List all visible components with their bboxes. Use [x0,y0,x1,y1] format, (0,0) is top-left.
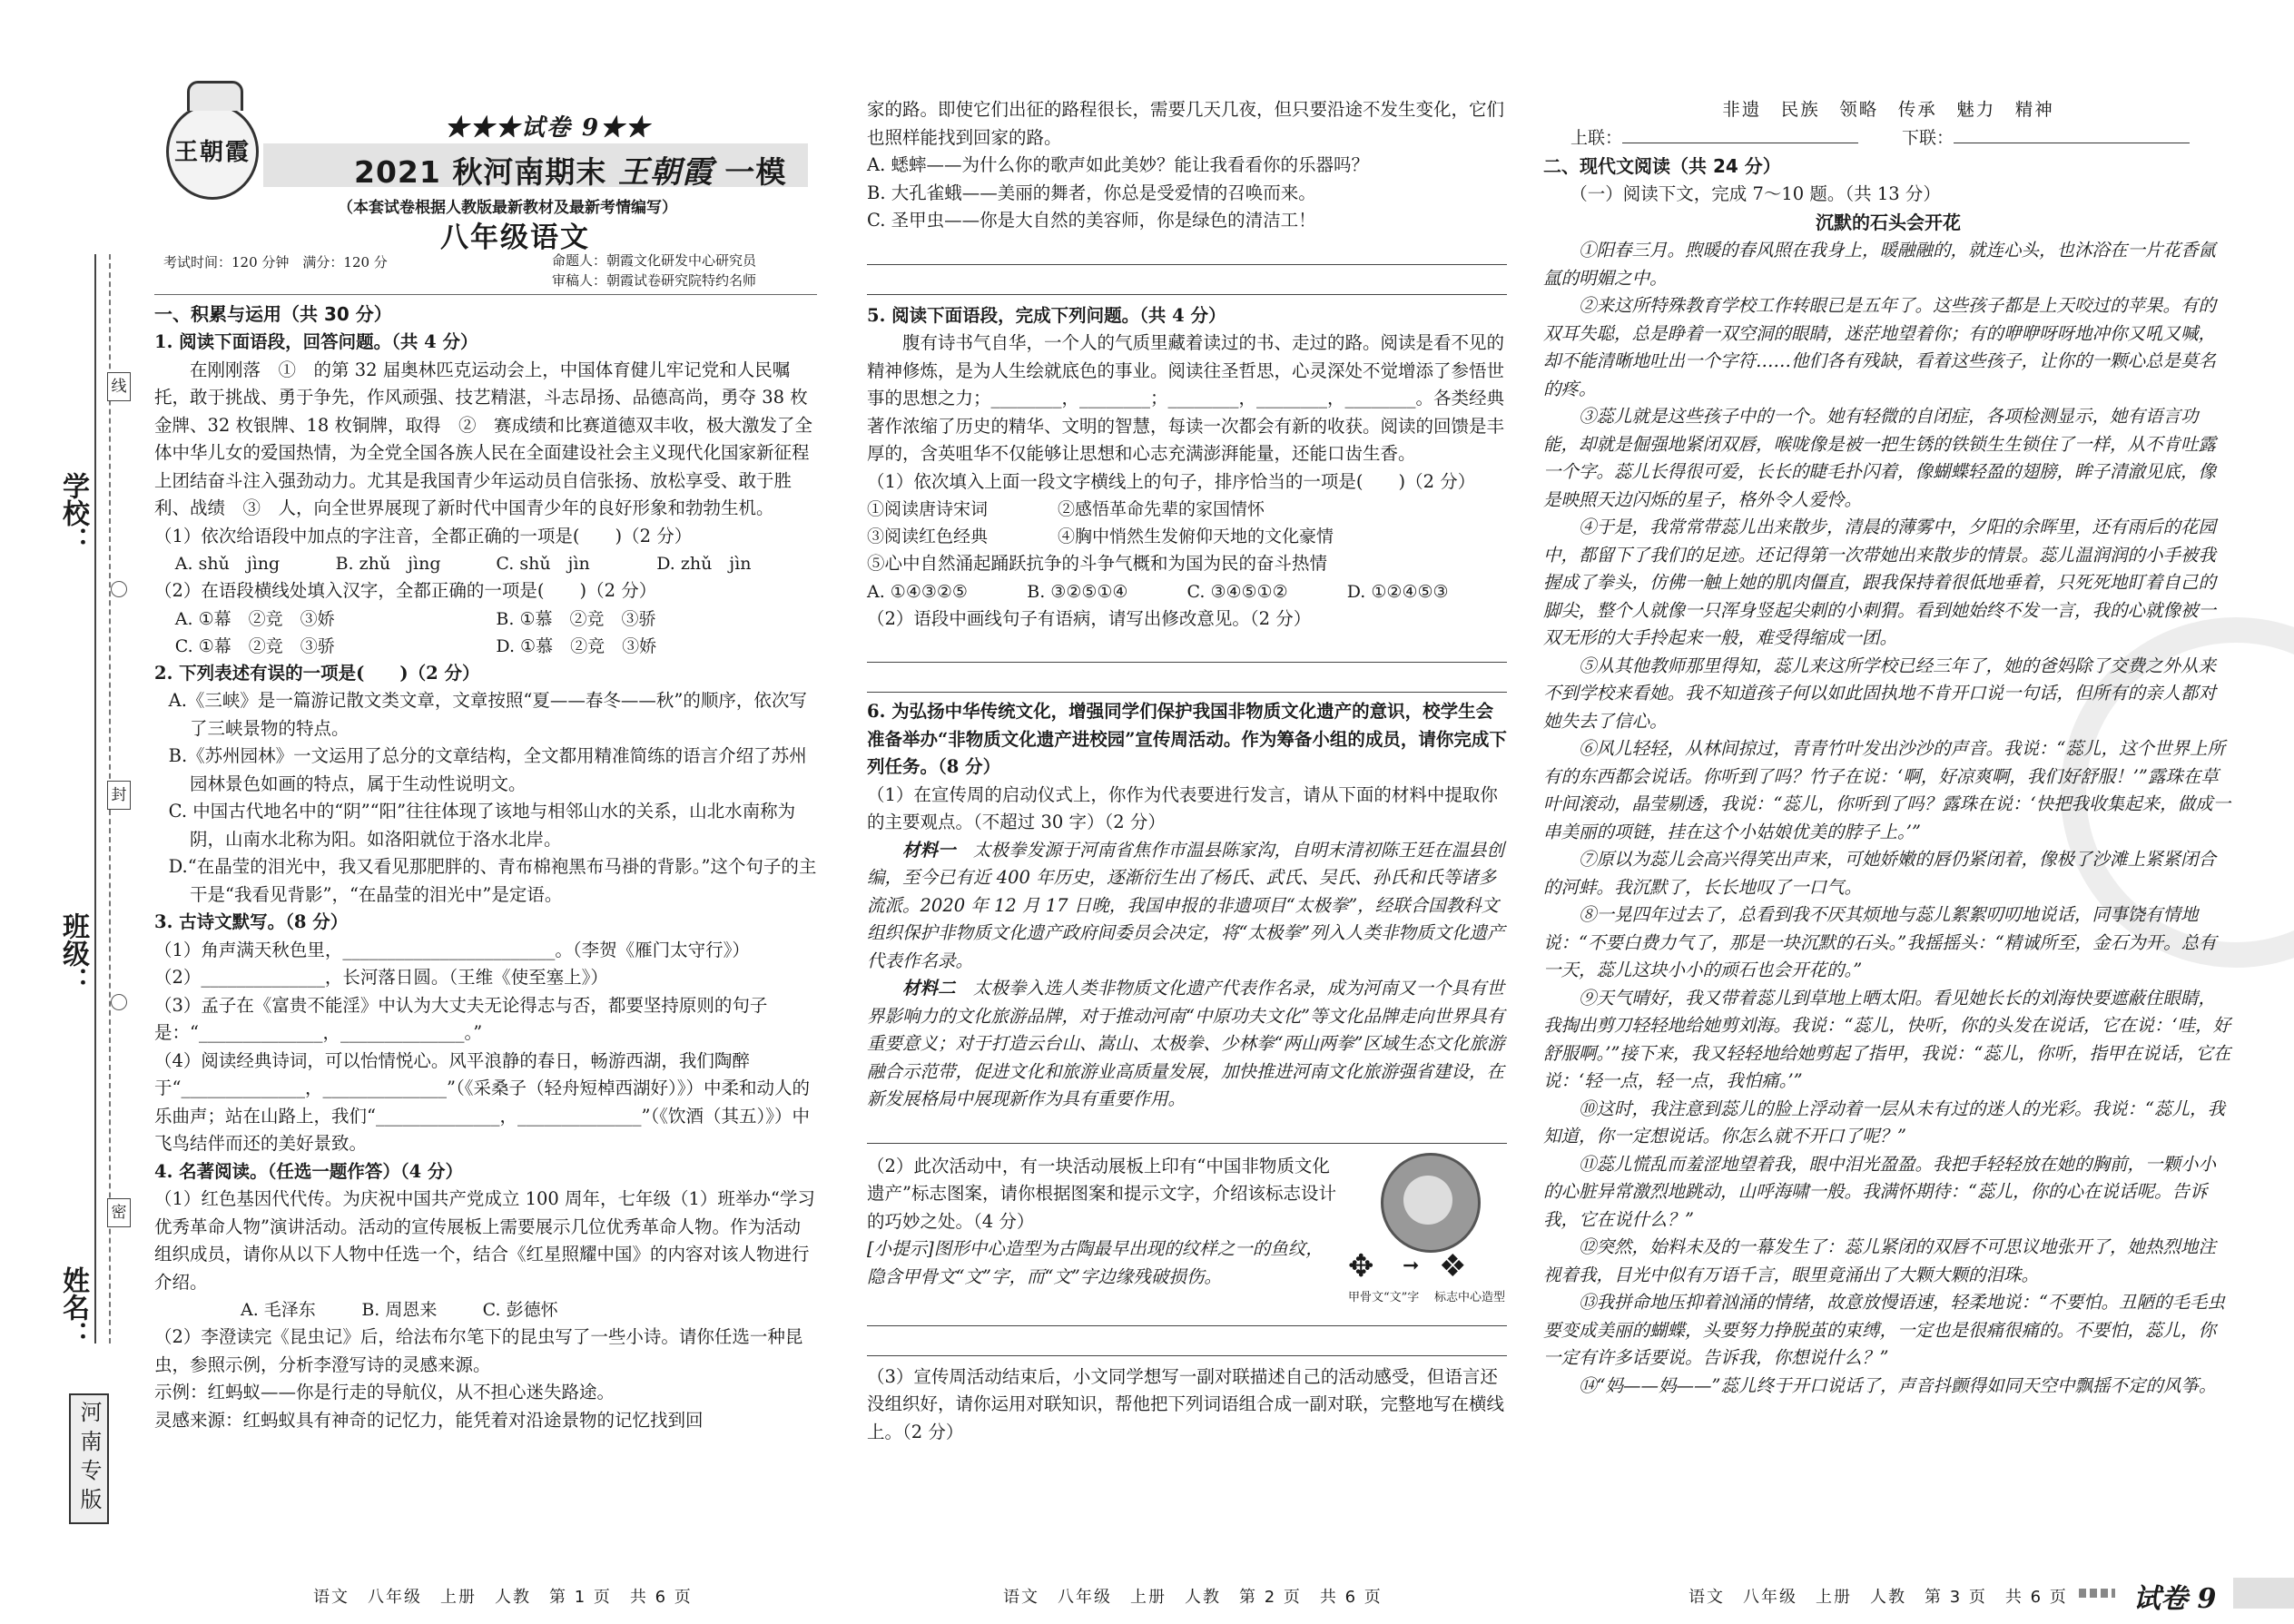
part-1-head: （一）阅读下文，完成 7～10 题。（共 13 分） [1570,182,1941,204]
option[interactable]: A. shǔ jìng [174,554,281,574]
q4-example-source: 灵感来源：红蚂蚁具有神奇的记忆力，能凭着对沿途景物的记忆找到回 [154,1409,704,1431]
essay-paragraph: ⑦原以为蕊儿会高兴得笑出声来，可她娇嫩的唇仍紧闭着，像极了沙滩上紧紧闭合的河蚌。我沉默了，长长地叹了一口气。 [1543,849,2217,898]
material-1: 材料一 太极拳发源于河南省焦作市温县陈家沟，自明末清初陈王廷在温县创编，至今已有近 400 年历史，逐渐衍生出了杨氏、武氏、吴氏、孙氏和氏等诸多流派。2020 年 12 月 17 日晚，我国申报的非遗项目“太极拳”，经联合国教科文组织保护非物质文化遗产政府间委员会决定，将“太极拳”列入人类非物质文化遗产代表作名录。 [867,839,1505,971]
school-label: 学校： [57,472,89,554]
option[interactable]: B. ③②⑤①④ [1027,581,1128,602]
option[interactable]: A. ①④③②⑤ [867,581,968,602]
essay-paragraph: ④于是，我常常带蕊儿出来散步，清晨的薄雾中，夕阳的余晖里，还有雨后的花园中，都留下了我们的足迹。还记得第一次带她出来散步的情景。蕊儿温润润的小手被我握成了拳头，仿佛一触上她的肌肉僵直，跟我保持着很低地垂着，只死死地盯着自己的脚尖，整个人就像一只浑身竖起尖刺的小刺猬。看到她始终不发一言，我的心就像被一双无形的大手拎起来一般，难受得缩成一团。 [1543,517,2217,648]
q6-1: （1）在宣传周的启动仪式上，你作为代表要进行发言，请从下面的材料中提取你的主要观点。（不超过 30 字）（2 分） [867,783,1498,832]
q1-2-options-b [154,633,817,660]
binding-sidebar [0,0,127,1624]
main-title: 2021 秋河南期末 王朝霞 一模 [354,154,787,191]
answer-line[interactable] [867,668,1507,693]
q6-2: （2）此次活动中，有一块活动展板上印有“中国非物质文化遗产”标志图案，请你根据图案和提示文字，介绍该标志设计的巧妙之处。（4 分） [867,1155,1336,1232]
option[interactable]: C. 彭德怀 [482,1300,558,1320]
essay-paragraph: ①阳春三月。煦暖的春风照在我身上，暖融融的，就连心头，也沐浴在一片花香氤氲的明媚之中。 [1543,240,2217,289]
ich-emblem-icon [1381,1153,1481,1253]
binding-hole [111,994,127,1010]
option[interactable]: C. ③④⑤①② [1186,581,1288,602]
essay-paragraph: ⑤从其他教师那里得知，蕊儿来这所学校已经三年了，她的爸妈除了交费之外从来不到学校来看她。我不知道孩子何以如此固执地不肯开口说一句话，但所有的亲人都对她失去了信心。 [1543,655,2217,732]
essay-paragraph: ②来这所特殊教育学校工作转眼已是五年了。这些孩子都是上天咬过的苹果。有的双耳失聪，总是睁着一双空洞的眼睛，迷茫地望着你；有的咿咿呀呀地冲你又吼又喊，却不能清晰地吐出一个字符……他们各有残缺，看着这些孩子，让你的一颗心总是莫名的疼。 [1543,295,2217,399]
arrow-right-icon: ➞ [1403,1254,1420,1277]
q2-option-c[interactable]: C. 中国古代地名中的“阴”“阳”往往体现了该地与相邻山水的关系，山北水南称为阴，山南水北称为阳。如洛阳就位于洛水北岸。 [168,801,796,850]
q4-continued: 家的路。即使它们出征的路程很长，需要几天几夜，但只要沿途不发生变化，它们也照样能找到回家的路。 [867,99,1505,148]
glyph-caption-left: 甲骨文“文”字 [1348,1290,1420,1304]
test-tag-bottom: 试卷 9 [2133,1583,2217,1615]
q5-head: 5. 阅读下面语段，完成下列问题。（共 4 分） [867,304,1226,326]
q3-head: 3. 古诗文默写。（8 分） [154,911,349,932]
option[interactable]: C. ①幕 ②竞 ③骄 [174,635,335,656]
option[interactable]: C. shǔ jìn [496,554,590,574]
q4-1: （1）红色基因代代传。为庆祝中国共产党成立 100 周年，七年级（1）班举办“学习优秀革命人物”演讲活动。活动的宣传展板上需要展示几位优秀革命人物。作为活动组织成员，请你从以下人物中任选一个，结合《红星照耀中国》的内容对该人物进行介绍。 [154,1188,815,1293]
binding-hole [111,581,127,597]
q5-1-items-b: ③阅读红色经典 ④胸中悄然生发俯仰天地的文化豪情 [867,527,1334,546]
q3-line-2[interactable]: （2）______________，长河落日圆。（王维《使至塞上》） [154,967,608,988]
essay-paragraph: ③蕊儿就是这些孩子中的一个。她有轻微的自闭症，各项检测显示，她有语言功能，却就是倔强地紧闭双唇，喉咙像是被一把生锈的铁锁生生锁住了一样，从不肯吐露一个字。蕊儿长得很可爱，长长的睫毛扑闪着，像蝴蝶轻盈的翅膀，眸子清澈见底，像是映照天边闪烁的星子，格外令人爱怜。 [1543,406,2217,510]
oracle-wen-glyph-icon: ✥ [1348,1247,1374,1284]
q1-1-options [154,550,817,577]
q2-head: 2. 下列表述有误的一项是( )（2 分） [154,662,480,684]
q4-head: 4. 名著阅读。（任选一题作答）（4 分） [154,1160,464,1182]
subject-title: 八年级语文 [440,221,590,254]
answer-line[interactable] [867,1119,1507,1144]
essay-paragraph: ⑭“妈——妈——”蕊儿终于开口说话了，声音抖颤得如同天空中飘摇不定的风筝。 [1579,1374,2217,1396]
q4-example: 示例：红蚂蚁——你是行走的导航仪，从不担心迷失路途。 [154,1382,615,1403]
essay-body [1543,237,2233,1400]
essay-title: 沉默的石头会开花 [1816,212,1961,233]
corner-tab [2233,1578,2294,1609]
page-footer-3: 语文 八年级 上册 人教 第 3 页 共 6 页 [1689,1588,2068,1607]
option[interactable]: D. ①慕 ②竞 ③娇 [496,635,657,656]
q5-passage: 腹有诗书气自华，一个人的气质里藏着读过的书、走过的路。阅读是看不见的精神修炼，是为人生绘就底色的事业。阅读往圣哲思，心灵深处不觉增添了参悟世事的思想之力；________，________；________，________，________。各类经典著作浓缩了历史的精华、文明的智慧，每读一次都会有新的收获。阅读的回馈是丰厚的，含英咀华不仅能够让思想和心志充满澎湃能量，还能口齿生香。 [867,332,1505,464]
option[interactable]: A. 毛泽东 [241,1300,316,1320]
q4-2: （2）李澄读完《昆虫记》后，给法布尔笔下的昆虫写了一些小诗。请你任选一种昆虫，参照示例，分析李澄写诗的灵感来源。 [154,1326,803,1375]
seal-feng: 封 [107,781,131,810]
essay-paragraph: ⑪蕊儿慌乱而羞涩地望着我，眼中泪光盈盈。我把手轻轻放在她的胸前，一颗小小的心脏异常激烈地跳动，山呼海啸一般。我满怀期待：“蕊儿，你的心在说话呢。告诉我，它在说什么？” [1543,1153,2217,1230]
column-2 [867,0,1507,1624]
q4-option-a: A. 蟋蟀——为什么你的歌声如此美妙？能让我看看你的乐器吗？ [867,154,1369,175]
name-field[interactable] [53,1266,93,1348]
q6-3: （3）宣传周活动结束后，小文同学想写一副对联描述自己的活动感受，但语言还没组织好，请你运用对联知识，帮他把下列词语组合成一副对联，完整地写在横线上。（2 分） [867,1365,1505,1442]
emblem-center-glyph-icon: ❖ [1439,1247,1467,1284]
essay-paragraph: ⑬我拼命地压抑着汹涌的情绪，故意放慢语速，轻柔地说：“不要怕。丑陋的毛毛虫要变成美丽的蝴蝶，头要努力挣脱茧的束缚，一定也是很痛很痛的。不要怕，蕊儿，你一定有许多话要说。告诉我，你想说什么？” [1543,1292,2225,1368]
column-1 [154,0,817,1624]
essay-paragraph: ⑥风儿轻轻，从林间掠过，青青竹叶发出沙沙的声音。我说：“蕊儿，这个世界上所有的东西都会说话。你听到了吗？竹子在说：‘啊，好凉爽啊，我们好舒服！’”露珠在草叶间滚动，晶莹剔透，我说：“蕊儿，你听到了吗？露珠在说：‘快把我收集起来，做成一串美丽的项链，挂在这个小姑娘优美的脖子上。’” [1543,738,2231,842]
class-label: 班级： [57,912,89,994]
essay-paragraph: ⑨天气晴好，我又带着蕊儿到草地上晒太阳。看见她长长的刘海快要遮蔽住眼睛，我掏出剪刀轻轻地给她剪刘海。我说：“蕊儿，快听，你的头发在说话，它在说：‘哇，好舒服啊。’”接下来，我又轻轻地给她剪起了指甲，我说：“蕊儿，你听，指甲在说话，它在说：‘轻一点，轻一点，我怕痛。’” [1543,987,2231,1091]
test-tag: ★★★试卷 9★★ [445,114,652,142]
ich-logo [1348,1153,1507,1304]
q5-1: （1）依次填入上面一段文字横线上的句子，排序恰当的一项是( )（2 分） [867,470,1476,492]
answer-line[interactable] [867,638,1507,663]
name-label: 姓名： [57,1266,89,1348]
decorative-dashes [2079,1589,2115,1598]
q3-line-3[interactable]: （3）孟子在《富贵不能淫》中认为大丈夫无论得志与否，都要坚持原则的句子是：“______________，______________。” [154,994,768,1043]
q4-1-options [154,1296,604,1324]
setter: 命题人：朝霞文化研发中心研究员 [552,252,757,269]
option[interactable]: B. ①慕 ②竞 ③骄 [496,608,656,629]
couplet-lines [1543,124,2233,152]
page-footer-2: 语文 八年级 上册 人教 第 2 页 共 6 页 [1003,1588,1383,1607]
page-footer-1: 语文 八年级 上册 人教 第 1 页 共 6 页 [313,1588,693,1607]
q1-head: 1. 阅读下面语段，回答问题。（共 4 分） [154,331,478,352]
q6-2-block [867,1153,1507,1304]
essay-paragraph: ⑫突然，始料未及的一幕发生了：蕊儿紧闭的双唇不可思议地张开了，她热烈地注视着我，目光中似有万语千言，眼里竟涌出了大颗大颗的泪珠。 [1543,1236,2217,1285]
logo-text: 王朝霞 [173,139,251,166]
couplet-words: 非遗 民族 领略 传承 魅力 精神 [1722,99,2054,120]
option[interactable]: B. 周恩来 [361,1300,438,1320]
province-tag: 河南专版 [69,1393,109,1524]
q1-passage: 在刚刚落 ① 的第 32 届奥林匹克运动会上，中国体育健儿牢记党和人民嘱托，敢于挑战、勇于争先，作风顽强、技艺精湛，斗志昂扬、品德高尚，勇夺 38 枚金牌、32 枚银牌、18 枚铜牌，取得 ② 赛成绩和比赛道德双丰收，极大激发了全体中华儿女的爱国热情，为全党全国各族人民在全面建设社会主义现代化国家新征程上团结奋斗注入强劲动力。尤其是我国青少年运动员自信张扬、放松享受、敢于胜利、战绩 ③ 人，向全世界展现了新时代中国青少年的良好形象和勃勃生机。 [154,359,813,518]
q3-line-1[interactable]: （1）角声满天秋色里，________________________。（李贺《雁门太守行》） [154,939,750,960]
option[interactable]: B. zhǔ jìng [335,554,441,574]
column-3 [1543,0,2233,1624]
exam-info: 考试时间：120 分钟 满分：120 分 [163,254,388,271]
class-field[interactable] [53,912,93,994]
q5-1-options [867,578,1507,605]
lower-label: 下联： [1902,127,1954,148]
brand-name: 王朝霞 [617,154,714,191]
seal-mi: 密 [107,1198,131,1227]
q6-2-hint: [小提示]图形中心造型为古陶最早出现的纹样之一的鱼纹，隐含甲骨文“文”字，而“文”字边缘残破损伤。 [867,1238,1324,1287]
q4-option-c: C. 圣甲虫——你是大自然的美容师，你是绿色的清洁工！ [867,210,1316,231]
option[interactable]: D. zhǔ jìn [656,554,752,574]
q3-line-4[interactable]: （4）阅读经典诗词，可以怡情悦心。风平浪静的春日，畅游西湖，我们陶醉于“______________，______________”（《采桑子（轻舟短棹西湖好）》）中柔和动人的乐曲声；站在山路上，我们“______________，______________”（《饮酒（其五）》）中飞鸟结伴而还的美好景致。 [154,1049,810,1154]
q5-2: （2）语段中画线句子有语病，请写出修改意见。（2 分） [867,607,1312,629]
option[interactable]: D. ①②④⑤③ [1346,581,1449,602]
answer-line[interactable] [867,1302,1507,1326]
q1-1: （1）依次给语段中加点的字注音，全都正确的一项是( )（2 分） [154,525,693,546]
q1-2-options [154,605,817,633]
q2-option-a[interactable]: A.《三峡》是一篇游记散文类文章，文章按照“夏——春冬——秋”的顺序，依次写了三峡景物的特点。 [168,690,807,739]
glyph-caption-right: 标志中心造型 [1434,1290,1506,1304]
upper-label: 上联： [1570,127,1623,148]
answer-line[interactable] [867,1332,1507,1356]
q2-option-d[interactable]: D.“在晶莹的泪光中，我又看见那肥胖的、青布棉袍黑布马褂的背影。”这个句子的主干是“我看见背影”，“在晶莹的泪光中”是定语。 [168,856,817,905]
option[interactable]: A. ①幕 ②竞 ③娇 [174,608,335,629]
essay-paragraph: ⑩这时，我注意到蕊儿的脸上浮动着一层从未有过的迷人的光彩。我说：“蕊儿，我知道，你一定想说话。你怎么就不开口了呢？” [1543,1097,2225,1147]
section-2-title: 二、现代文阅读（共 24 分） [1543,154,1781,177]
sub-note: （本套试卷根据人教版最新教材及最新考情编写） [338,199,677,217]
q5-1-item-5: ⑤心中自然涌起踊跃抗争的斗争气概和为国为民的奋斗热情 [867,553,1328,574]
q6-head: 6. 为弘扬中华传统文化，增强同学们保护我国非物质文化遗产的意识，校学生会准备举办“非物质文化遗产进校园”宣传周活动。作为筹备小组的成员，请你完成下列任务。（8 分） [867,701,1507,777]
answer-line[interactable] [867,241,1507,265]
q2-option-b[interactable]: B.《苏州园林》一文运用了总分的文章结构，全文都用精准简练的语言介绍了苏州园林景色如画的特点，属于生动性说明文。 [168,745,807,794]
q1-2: （2）在语段横线处填入汉字，全都正确的一项是( )（2 分） [154,580,657,601]
school-field[interactable] [53,472,93,554]
answer-line[interactable] [867,271,1507,295]
essay-paragraph: ⑧一晃四年过去了，总看到我不厌其烦地与蕊儿絮絮叨叨地说话，同事饶有情地说：“不要白费力气了，那是一块沉默的石头。”我摇摇头：“精诚所至，金石为开。总有一天，蕊儿这块小小的顽石也会开花的。” [1543,904,2217,980]
q4-option-b: B. 大孔雀蛾——美丽的舞者，你总是受爱情的召唤而来。 [867,182,1316,203]
reviewer: 审稿人：朝霞试卷研究院特约名师 [552,272,757,289]
material-2: 材料二 太极拳入选人类非物质文化遗产代表作名录，成为河南又一个具有世界影响力的文化旅游品牌，对于推动河南“中原功夫文化”等文化品牌走向世界具有重要意义；对于打造云台山、嵩山、太极拳、少林拳“两山两拳”区域生态文化旅游融合示范带，促进文化和旅游业高质量发展，加快推进河南文化旅游强省建设，在新发展格局中展现新作为具有重要作用。 [867,978,1505,1109]
section-1-title: 一、积累与运用（共 30 分） [154,303,392,325]
q5-1-items-a: ①阅读唐诗宋词 ②感悟革命先辈的家国情怀 [867,499,1265,519]
binding-line [94,254,96,1343]
seal-xian: 线 [107,372,131,401]
